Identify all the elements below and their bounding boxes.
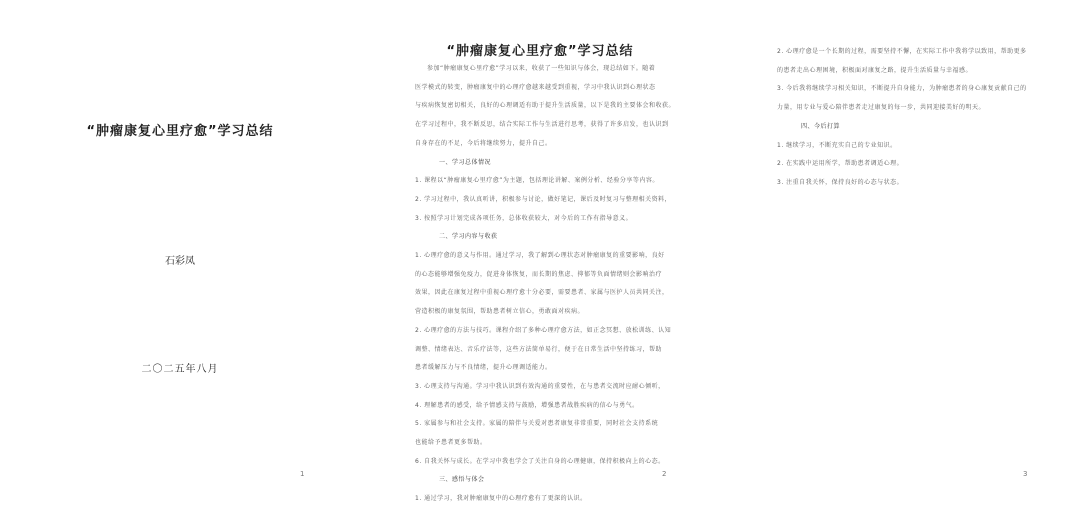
text-line: 参加“肿瘤康复心里疗愈”学习以来，收获了一些知识与体会，现总结如下。随着 [427, 65, 656, 72]
text-line: 3. 注重自我关怀，保持良好的心态与状态。 [777, 178, 904, 186]
section-heading: 三、感悟与体会 [439, 476, 485, 484]
page-number: 1 [300, 470, 305, 478]
page-number: 2 [662, 470, 667, 478]
text-line: 医学模式的转变，肿瘤康复中的心理疗愈越来越受到重视，学习中我认识到心理状态 [415, 83, 656, 91]
text-line: 自身存在的不足，今后将继续努力，提升自己。 [415, 139, 552, 147]
text-line: 调整、情绪表达、音乐疗法等，这些方法简单易行，便于在日常生活中坚持练习，帮助 [415, 345, 663, 353]
text-line: 1. 继续学习，不断充实自己的专业知识。 [777, 141, 897, 149]
text-line: 与疾病恢复密切相关，良好的心理调适有助于提升生活质量，以下是我的主要体会和收获。 [415, 102, 676, 110]
cover-title: “肿瘤康复心里疗愈”学习总结 [86, 124, 274, 139]
section-heading: 四、今后打算 [801, 122, 841, 130]
text-line: 的患者走出心理困境，积极面对康复之路，提升生活质量与幸福感。 [777, 66, 973, 74]
body-text [415, 60, 677, 509]
section-heading: 二、学习内容与收获 [439, 233, 498, 241]
section-heading: 一、学习总体情况 [439, 158, 492, 166]
text-line: 力量，用专业与爱心陪伴患者走过康复的每一步，共同迎接美好的明天。 [777, 104, 986, 112]
text-line: 2. 心理疗愈的方法与技巧。课程介绍了多种心理疗愈方法，如正念冥想、放松训练、认知 [415, 326, 672, 334]
cover-author: 石彩凤 [165, 256, 195, 267]
text-line: 2. 在实践中运用所学，帮助患者调适心理。 [777, 160, 904, 168]
text-line: 也能给予患者更多帮助。 [415, 439, 487, 447]
text-line: 在学习过程中，我不断反思，结合实际工作与生活进行思考，获得了许多启发，也认识到 [415, 121, 669, 129]
text-line: 营造积极的康复氛围，帮助患者树立信心，勇敢面对疾病。 [415, 308, 585, 316]
text-line: 4. 理解患者的感受，给予情感支持与鼓励，增强患者战胜疾病的信心与勇气。 [415, 401, 639, 409]
page-number: 3 [1023, 470, 1028, 478]
cover-date: 二〇二五年八月 [141, 364, 219, 375]
cover-page [0, 0, 360, 509]
text-line: 3. 按照学习计划完成各项任务，总体收获较大，对今后的工作有指导意义。 [415, 214, 633, 222]
text-line: 1. 课程以“肿瘤康复心里疗愈”为主题，包括理论讲解、案例分析、经验分享等内容。 [415, 177, 659, 185]
text-line: 1. 通过学习，我对肿瘤康复中的心理疗愈有了更深的认识。 [415, 495, 587, 503]
text-line: 3. 心理支持与沟通。学习中我认识到有效沟通的重要性，在与患者交流时应耐心倾听， [415, 382, 665, 390]
content-page-2 [360, 0, 720, 509]
text-line: 2. 心理疗愈是一个长期的过程，需要坚持不懈，在实际工作中我将学以致用，帮助更多 [777, 48, 1027, 55]
text-line: 3. 今后我将继续学习相关知识，不断提升自身能力，为肿瘤患者的身心康复贡献自己的 [777, 85, 1027, 93]
text-line: 6. 自我关怀与成长。在学习中我也学会了关注自身的心理健康，保持积极向上的心态。 [415, 457, 665, 465]
body-text [777, 43, 1041, 193]
text-line: 5. 家属参与和社会支持。家属的陪伴与关爱对患者康复非常重要，同时社会支持系统 [415, 420, 659, 428]
document-title: “肿瘤康复心里疗愈”学习总结 [446, 44, 634, 59]
text-line: 2. 学习过程中，我认真听讲，积极参与讨论，做好笔记，课后及时复习与整理相关资料， [415, 195, 672, 203]
text-line: 的心态能够增强免疫力，促进身体恢复，而长期的焦虑、抑郁等负面情绪则会影响治疗 [415, 270, 663, 278]
text-line: 患者缓解压力与不良情绪，提升心理调适能力。 [415, 364, 552, 372]
text-line: 1. 心理疗愈的意义与作用。通过学习，我了解到心理状态对肿瘤康复的重要影响，良好 [415, 252, 665, 260]
text-line: 效果，因此在康复过程中重视心理疗愈十分必要，需要患者、家属与医护人员共同关注， [415, 289, 669, 297]
content-page-3 [720, 0, 1080, 509]
